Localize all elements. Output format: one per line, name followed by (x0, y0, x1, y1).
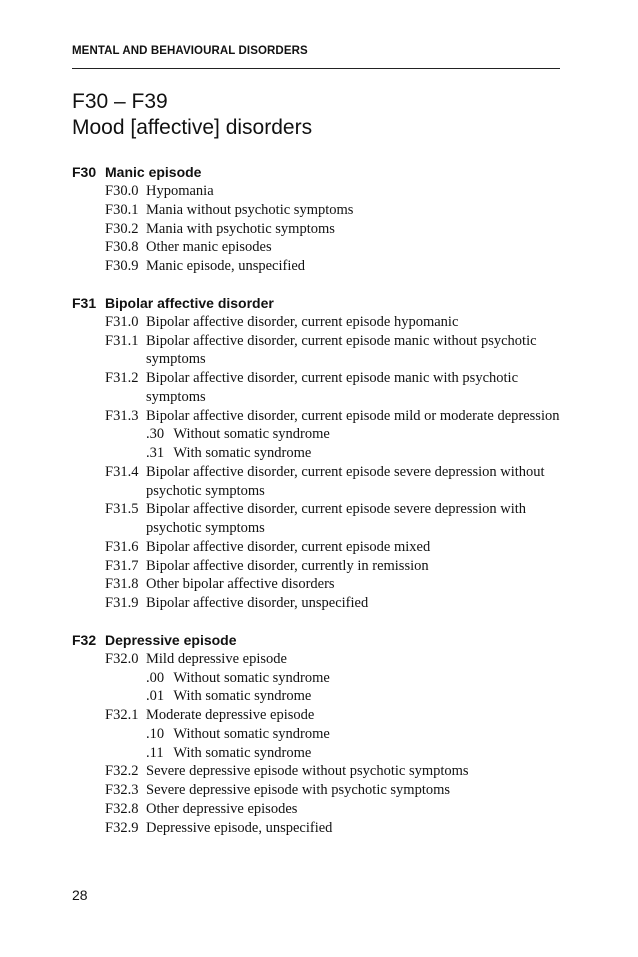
category-text: Mild depressive episode (146, 650, 287, 667)
subcategory-code: .10 (146, 725, 165, 742)
title-range: F30 – F39 (72, 90, 168, 113)
subcategory-text: Without somatic syndrome (173, 725, 330, 742)
category-text: Hypomania (146, 183, 214, 199)
category-text: Bipolar affective disorder, unspecified (146, 595, 369, 611)
category-text: Bipolar affective disorder, current episode mixed (146, 538, 431, 555)
category-code: F31.2 (105, 370, 139, 386)
chapter-title (72, 89, 312, 141)
section-title: Manic episode (105, 164, 202, 180)
category-list (72, 163, 564, 837)
category-text: Other manic episodes (146, 239, 272, 256)
category-text: Mania with psychotic symptoms (146, 220, 335, 237)
category-text: Mania without psychotic symptoms (146, 201, 354, 218)
section-code: F31 (72, 294, 97, 311)
category-code: F31.4 (105, 463, 139, 480)
category-code: F31.3 (105, 407, 139, 424)
category-item (72, 238, 564, 257)
page-number: 28 (72, 887, 88, 903)
subcategory-item (72, 425, 564, 444)
category-item (72, 463, 564, 501)
section-title: Bipolar affective disorder (105, 294, 274, 311)
section-f31 (72, 294, 564, 613)
subcategory-item (72, 444, 564, 463)
subcategory-code: .00 (146, 669, 165, 686)
category-text: Bipolar affective disorder, currently in remission (146, 557, 429, 574)
category-item (72, 182, 564, 201)
subcategory-item (72, 744, 564, 763)
category-text: Bipolar affective disorder, current episode severe depression without psychotic symptoms (146, 463, 545, 499)
section-title: Depressive episode (105, 631, 237, 648)
category-item (72, 201, 564, 220)
category-item (72, 781, 564, 800)
category-code: F30.0 (105, 183, 139, 199)
category-code: F31.5 (105, 501, 139, 518)
category-item (72, 332, 564, 370)
category-item (72, 819, 564, 838)
category-code: F31.0 (105, 313, 139, 330)
category-code: F32.8 (105, 800, 139, 817)
header-rule (72, 68, 560, 69)
category-code: F32.3 (105, 782, 139, 798)
category-item (72, 538, 564, 557)
running-head: MENTAL AND BEHAVIOURAL DISORDERS (72, 45, 308, 57)
section-f32 (72, 631, 564, 838)
category-text: Other bipolar affective disorders (146, 576, 335, 593)
category-text: Manic episode, unspecified (146, 258, 306, 274)
category-code: F30.9 (105, 258, 139, 274)
category-text: Severe depressive episode with psychotic symptoms (146, 782, 451, 798)
category-code: F32.9 (105, 819, 139, 836)
subcategory-text: With somatic syndrome (173, 744, 312, 761)
category-item (72, 650, 564, 669)
subcategory-code: .30 (146, 426, 165, 443)
subcategory-text: With somatic syndrome (173, 688, 312, 705)
category-code: F31.9 (105, 595, 139, 611)
category-item (72, 407, 564, 426)
category-text: Bipolar affective disorder, current episode severe depression with psychotic symptoms (146, 501, 527, 536)
category-item (72, 594, 564, 613)
category-text: Bipolar affective disorder, current episode manic with psychotic symptoms (146, 370, 519, 405)
subcategory-code: .31 (146, 445, 165, 461)
category-text: Bipolar affective disorder, current episode mild or moderate depression (146, 407, 560, 424)
section-heading (72, 163, 564, 182)
subcategory-text: With somatic syndrome (173, 445, 312, 461)
category-text: Depressive episode, unspecified (146, 819, 333, 836)
category-item (72, 369, 564, 407)
subcategory-item (72, 687, 564, 706)
category-text: Bipolar affective disorder, current episode manic without psychotic symptoms (146, 332, 537, 368)
category-text: Severe depressive episode without psychotic symptoms (146, 763, 469, 780)
category-code: F32.2 (105, 763, 139, 780)
category-item (72, 706, 564, 725)
category-code: F32.1 (105, 707, 139, 723)
category-text: Moderate depressive episode (146, 707, 315, 723)
category-code: F30.1 (105, 201, 139, 218)
category-code: F30.8 (105, 239, 139, 256)
category-item (72, 557, 564, 576)
category-code: F30.2 (105, 220, 139, 237)
category-item (72, 500, 564, 538)
subcategory-item (72, 669, 564, 688)
category-item (72, 257, 564, 276)
section-heading (72, 631, 564, 650)
category-item (72, 220, 564, 239)
subcategory-code: .01 (146, 688, 165, 705)
category-text: Bipolar affective disorder, current episode hypomanic (146, 313, 459, 330)
category-item (72, 575, 564, 594)
section-code: F30 (72, 164, 97, 180)
subcategory-text: Without somatic syndrome (173, 426, 330, 443)
section-code: F32 (72, 631, 97, 648)
category-code: F31.1 (105, 332, 139, 349)
section-heading (72, 294, 564, 313)
subcategory-code: .11 (146, 744, 164, 761)
category-code: F31.6 (105, 538, 139, 555)
category-item (72, 762, 564, 781)
category-item (72, 313, 564, 332)
category-code: F31.7 (105, 557, 139, 574)
subcategory-text: Without somatic syndrome (173, 669, 330, 686)
category-code: F32.0 (105, 650, 139, 667)
category-code: F31.8 (105, 576, 139, 593)
category-item (72, 800, 564, 819)
section-f30 (72, 163, 564, 276)
title-name: Mood [affective] disorders (72, 116, 313, 139)
subcategory-item (72, 725, 564, 744)
category-text: Other depressive episodes (146, 800, 298, 817)
